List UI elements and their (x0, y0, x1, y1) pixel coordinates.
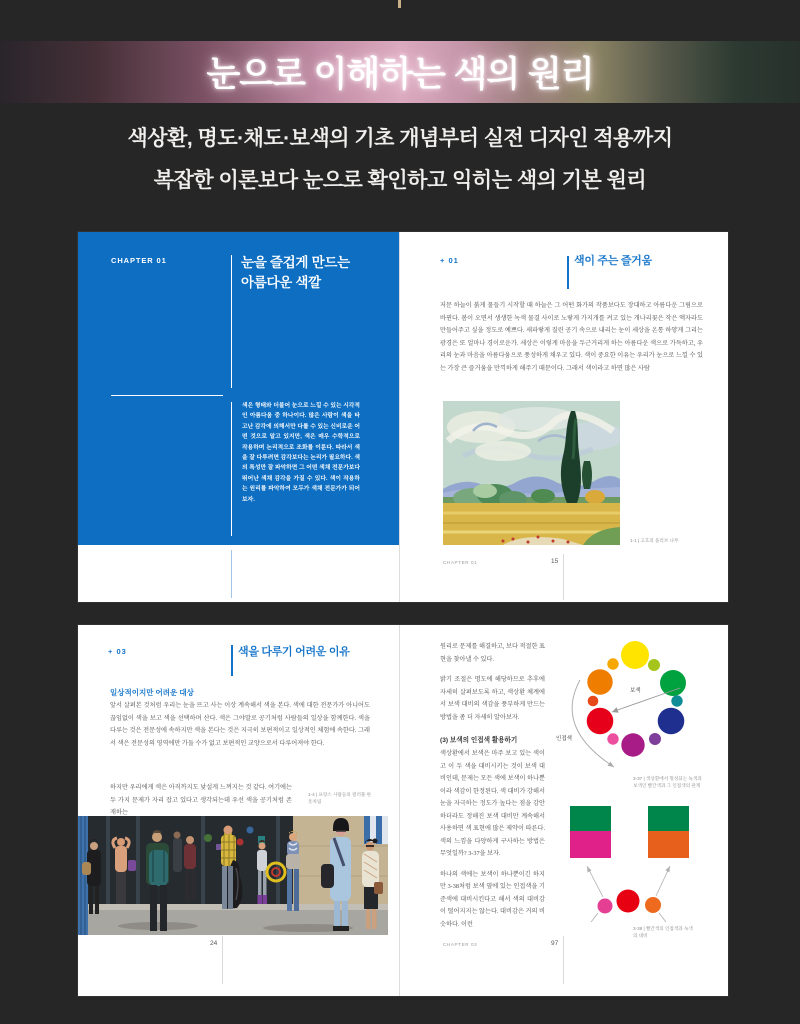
body-text: 하지만 우리에게 색은 아직까지도 낯설게 느껴지는 것 같다. 여기에는 두 가지 문제가 자리 잡고 있다고 생각되는데 우선 색을 공기처럼 존재하는 (110, 784, 292, 816)
divider-line (111, 395, 223, 396)
body-column (440, 641, 545, 938)
complement-label: 보색 (630, 688, 641, 694)
intro-line-2: 복잡한 이론보다 눈으로 확인하고 익히는 색의 기본 원리 (153, 169, 647, 192)
page-number-line (222, 936, 223, 984)
section-title-bar (567, 256, 569, 289)
section-title-bar (231, 645, 233, 676)
adjacent-label: 인접색 (556, 736, 572, 742)
body-text: 원리로 문제를 해결하고, 보다 적절한 표현을 찾아낼 수 있다. (440, 643, 545, 663)
chapter-label: CHAPTER 01 (111, 256, 167, 265)
section-number: + 01 (440, 256, 459, 265)
section-title: 색이 주는 즐거움 (574, 255, 652, 267)
section-title: 색을 다루기 어려운 이유 (238, 646, 350, 658)
body-text: 앞서 살펴본 것처럼 우리는 눈을 뜨고 사는 이상 계속해서 색을 본다. 색에 대한 전문가가 아니어도 끊임없이 색을 보고 색을 선택하며 산다. 색은 그야말로 공기처럼 사람들의 일상을 함께한다. 색을 다루는 것은 전문성에 속하지만 색을 본다는 것은 지극히 보편적이고 일상적인 체험에 속한다. 그래서 색은 전문성의 영역에만 가둘 수가 없고 보편적인 교양으로서 다루어져야 한다. (110, 702, 370, 747)
banner-title: 눈으로 이해하는 색의 원리 (206, 55, 594, 94)
divider-line (231, 402, 232, 536)
divider-line (231, 255, 232, 388)
page-number: 15 (551, 558, 559, 565)
body-text: 저문 하늘이 붉게 물들기 시작할 때 하늘은 그 어떤 화가의 작품보다도 장대하고 아름다운 그림으로 바뀐다. 봄이 오면서 생생한 녹색 물결 사이로 노랗게 가지개를 켜고 있는 개나리꽃은 작은 액자라도 만들어주고 싶을 정도로 예쁘다. 새파랗게 질린 공기 속으로 내리는 눈이 세상을 온통 하얗게 그리는 광경은 또 얼마나 경이로운가. 세상은 이렇게 마음을 두근거리게 하는 아름다운 색으로 가득하고, 우리의 눈과 마음을 아름다움으로 풍성하게 채우고 있다. 색이 중요한 이유는 우리가 눈으로 느낄 수 있는 가장 큰 즐거움을 만끽하게 해주기 때문이다. 그래서 색이라고 하면 많은 사람 (440, 302, 703, 372)
chapter-title (241, 253, 350, 294)
chapter-cover-page (78, 232, 399, 545)
footer-chapter-label: CHAPTER 03 (443, 942, 478, 947)
intro-line-1: 색상환, 명도·채도·보색의 기초 개념부터 실전 디자인 적용까지 (127, 127, 673, 150)
body-text: 색상환에서 보색은 마주 보고 있는 색이고 이 두 색을 대비시키는 것이 보색 대비인데, 문제는 모든 색에 보색이 하나뿐이라 색감이 한정된다. 색 대비가 강해서 눈을 자극하는 정도가 높다는 점을 감안하더라도 정해진 보색 대비만 계속해서 사용하면 색 표현에 많은 제약이 따른다. 색의 느낌을 다양하게 구사하는 방법은 무엇일까? 3-37을 보자. (440, 750, 545, 857)
page-number: 24 (210, 940, 218, 947)
van-gogh-painting-image (443, 401, 620, 545)
subheading: (3) 보색의 인접색 활용하기 (440, 737, 518, 744)
chapter-title-line1: 눈을 즐겁게 만드는 (241, 255, 350, 270)
divider-line (231, 550, 232, 598)
figure-caption: 3-38 | 빨간색의 인접색과 녹색의 대비 (633, 926, 693, 938)
title-banner (0, 41, 800, 103)
chapter-title-line2: 아름다운 색깔 (241, 275, 321, 291)
footer-chapter-label: CHAPTER 01 (443, 560, 478, 565)
body-text: 하나의 색에는 보색이 하나뿐이긴 하지만 3-38처럼 보색 옆에 있는 인접색을 기준색에 대비시킨다고 해서 색의 대비감이 떨어지지는 않는다. 대비감은 거의 비슷하다. 이런 (440, 870, 545, 928)
figure-caption: 1-4 | 프랑스 사람들의 컬러풀 한 옷차림 (308, 792, 372, 804)
subheading: 일상적이지만 어려운 대상 (110, 688, 194, 697)
spread-fold-line (399, 232, 400, 602)
figure-caption: 1-1 | 고흐의 올리브 나무 (630, 538, 679, 543)
chapter-intro-text: 색은 형태와 더불어 눈으로 느낄 수 있는 시각적인 아름다움 중 하나이다. 많은 사람이 색을 타고난 감각에 의해서만 다룰 수 있는 신비로운 어떤 것으로 알고 있지만, 색은 매우 수학적으로 작용하며 논리적으로 조화를 이룬다. 따라서 색을 잘 다루려면 감각보다는 논리가 필요하다. 색의 특성만 잘 파악하면 그 어떤 색채 전문가보다 뛰어난 색채 감각을 가질 수 있다. 색이 작용하는 원리를 파악하여 모두가 색채 전문가가 되어보자. (242, 403, 360, 503)
section-number: + 03 (108, 647, 127, 656)
book-spread-1 (78, 232, 728, 602)
street-photo-image (78, 816, 388, 935)
spread-fold-line (399, 625, 400, 996)
figure-caption: 3-37 | 색상환에서 형성되는 녹색과 보색인 빨간색과 그 인접색의 관계 (633, 776, 702, 788)
top-tick-mark (398, 0, 401, 8)
page-number-line (563, 936, 564, 984)
body-text: 밝기 조절은 명도에 해당하므로 추후에 자세히 살펴보도록 하고, 색상환 체계에서 보색 대비의 색감을 풍부하게 만드는 방법을 좀 더 자세히 알아보자. (440, 676, 545, 721)
page-number-line (563, 554, 564, 600)
page-number: 97 (551, 940, 559, 947)
complementary-bars-diagram (560, 800, 700, 940)
book-spread-2 (78, 625, 728, 996)
